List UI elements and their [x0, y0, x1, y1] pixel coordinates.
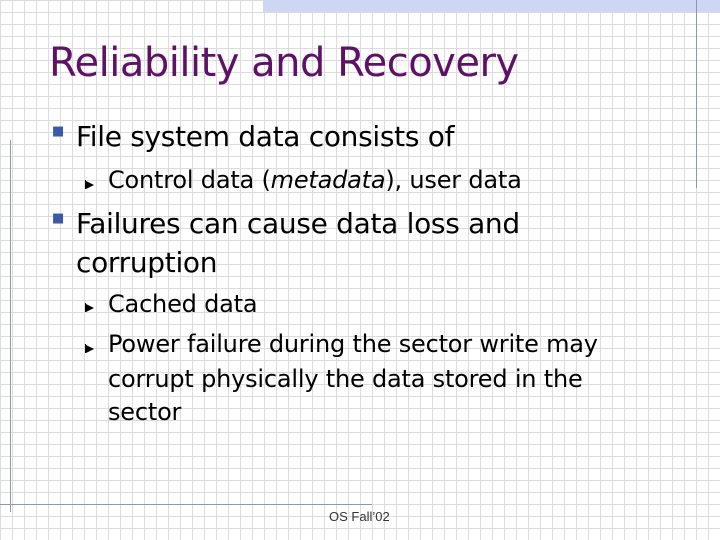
- sub-bullet-cached-data: Cached data: [108, 290, 258, 318]
- arrow-bullet-icon: [86, 304, 94, 312]
- right-rule: [696, 0, 697, 188]
- arrow-bullet-icon: [86, 181, 94, 189]
- slide-footer: OS Fall’02: [329, 509, 390, 524]
- top-accent-bar: [263, 0, 720, 12]
- square-bullet-icon: ■: [52, 211, 65, 226]
- sub-bullet-power-line1: Power failure during the sector write may: [108, 330, 598, 358]
- bullet-file-system-data: File system data consists of: [76, 120, 455, 153]
- bottom-rule: [0, 504, 372, 505]
- slide-title: Reliability and Recovery: [49, 40, 519, 86]
- square-bullet-icon: ■: [52, 124, 65, 139]
- sub-bullet-power-line2: corrupt physically the data stored in the: [108, 365, 583, 393]
- sub-bullet-control-data: Control data (metadata), user data: [108, 166, 522, 194]
- bullet-failures-line1: Failures can cause data loss and: [76, 207, 520, 240]
- arrow-bullet-icon: [86, 345, 94, 353]
- bullet-failures-line2: corruption: [76, 246, 218, 279]
- sub-bullet-power-line3: sector: [108, 398, 182, 426]
- left-rule: [10, 140, 11, 512]
